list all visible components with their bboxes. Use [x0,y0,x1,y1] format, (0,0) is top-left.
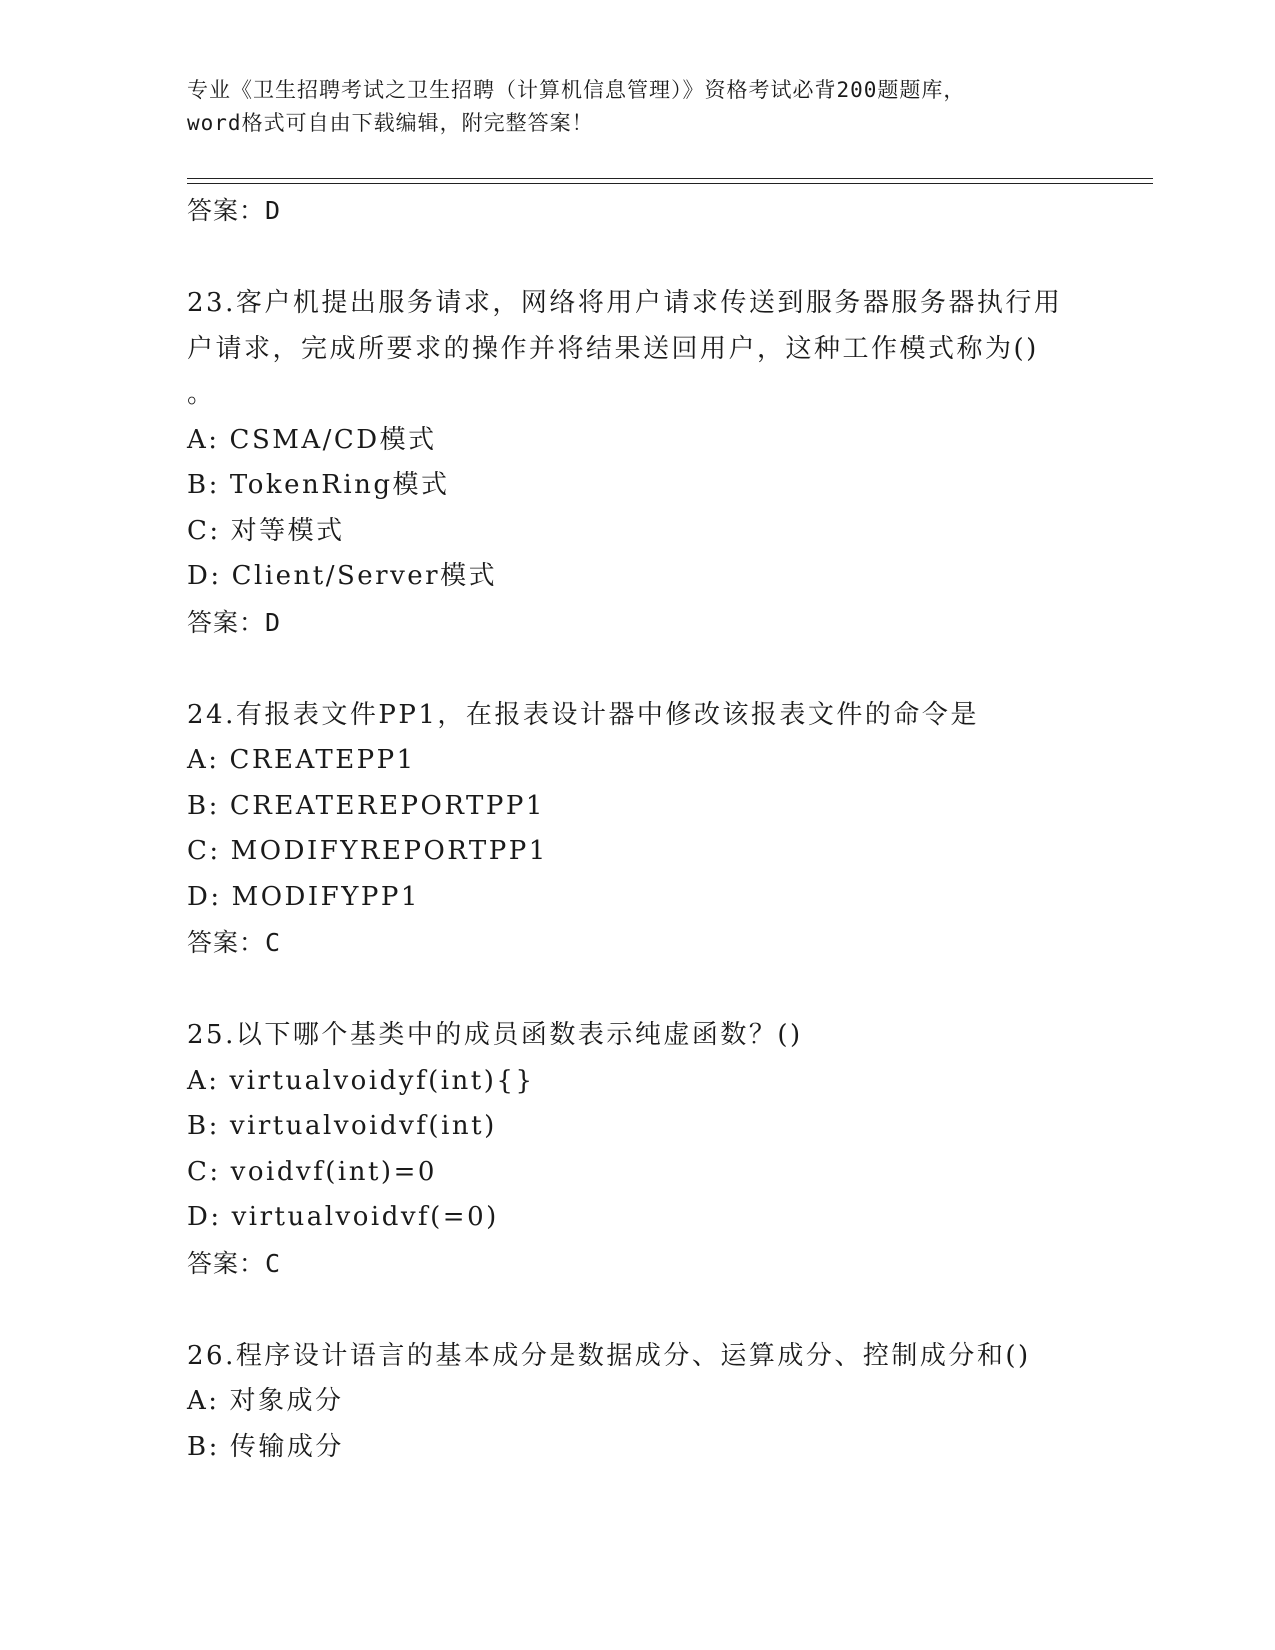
option-letter: B: [187,470,220,500]
document-header [187,74,1087,140]
option-text: CSMA/CD模式 [229,424,437,455]
option-letter: B: [187,790,220,821]
option-letter: A: [187,1065,220,1096]
question-spacer [187,1287,1087,1334]
question-spacer [187,234,1087,281]
option-letter: C: [187,1156,221,1187]
option-letter: D: [187,1202,222,1232]
answer-line: 答案：D [187,196,282,225]
question-spacer [187,966,1087,1013]
answer-option [187,1150,1087,1196]
option-letter: B: [187,1431,220,1462]
question-block [187,1334,1087,1471]
answer-option [187,829,1087,875]
answer-option [187,418,1087,464]
answer-option [187,1425,1087,1471]
option-text: 对等模式 [230,515,345,546]
header-title-line-2: word格式可自由下载编辑，附完整答案！ [187,111,594,135]
question-text-line: 26.程序设计语言的基本成分是数据成分、运算成分、控制成分和() [187,1340,1031,1371]
question-text-line: 户请求，完成所要求的操作并将结果送回用户，这种工作模式称为() [187,333,1039,364]
option-letter: A: [187,1386,220,1416]
answer-option [187,463,1087,509]
question-block [187,281,1087,646]
question-text [187,281,1087,418]
option-text: CREATEREPORTPP1 [229,790,545,821]
answer-option [187,1104,1087,1150]
option-text: virtualvoidvf(=0) [231,1202,499,1232]
answer-option [187,738,1087,784]
question-block [187,1013,1087,1287]
answer-line: 答案：D [187,607,282,637]
answer-option [187,554,1087,600]
answer-option [187,875,1087,921]
option-letter: B: [187,1111,220,1141]
option-text: virtualvoidyf(int){} [229,1065,535,1096]
option-letter: A: [187,424,220,455]
answer-option [187,1195,1087,1241]
header-divider-bottom [187,183,1153,184]
option-text: virtualvoidvf(int) [229,1111,497,1141]
option-text: 传输成分 [229,1431,344,1462]
option-letter: A: [187,745,220,775]
option-text: 对象成分 [229,1386,344,1416]
answer-line: 答案：C [187,1248,282,1278]
option-text: MODIFYREPORTPP1 [230,836,548,866]
answer-option [187,1059,1087,1105]
option-text: MODIFYPP1 [231,881,420,912]
question-text-line: 24.有报表文件PP1，在报表设计器中修改该报表文件的命令是 [187,699,979,730]
option-text: voidvf(int)=0 [230,1156,437,1187]
question-spacer [187,646,1087,693]
question-text [187,693,1087,739]
answer-option [187,509,1087,555]
option-letter: D: [187,881,222,912]
option-letter: C: [187,515,221,546]
option-text: Client/Server模式 [231,561,498,591]
answer-option [187,1379,1087,1425]
option-text: CREATEPP1 [229,745,416,775]
header-divider-top [187,178,1153,179]
question-text-line: 23.客户机提出服务请求，网络将用户请求传送到服务器服务器执行用 [187,288,1063,318]
question-text-line: 。 [187,379,216,409]
option-letter: C: [187,836,221,866]
answer-line: 答案：C [187,928,282,957]
question-text [187,1334,1087,1380]
question-block [187,693,1087,967]
question-text-line: 25.以下哪个基类中的成员函数表示纯虚函数？() [187,1020,803,1050]
question-text [187,1013,1087,1059]
option-text: TokenRing模式 [229,470,450,500]
option-letter: D: [187,561,222,591]
header-title-line-1: 专业《卫生招聘考试之卫生招聘（计算机信息管理）》资格考试必背200题题库， [187,78,966,102]
answer-option [187,784,1087,830]
question-list [187,188,1087,1470]
